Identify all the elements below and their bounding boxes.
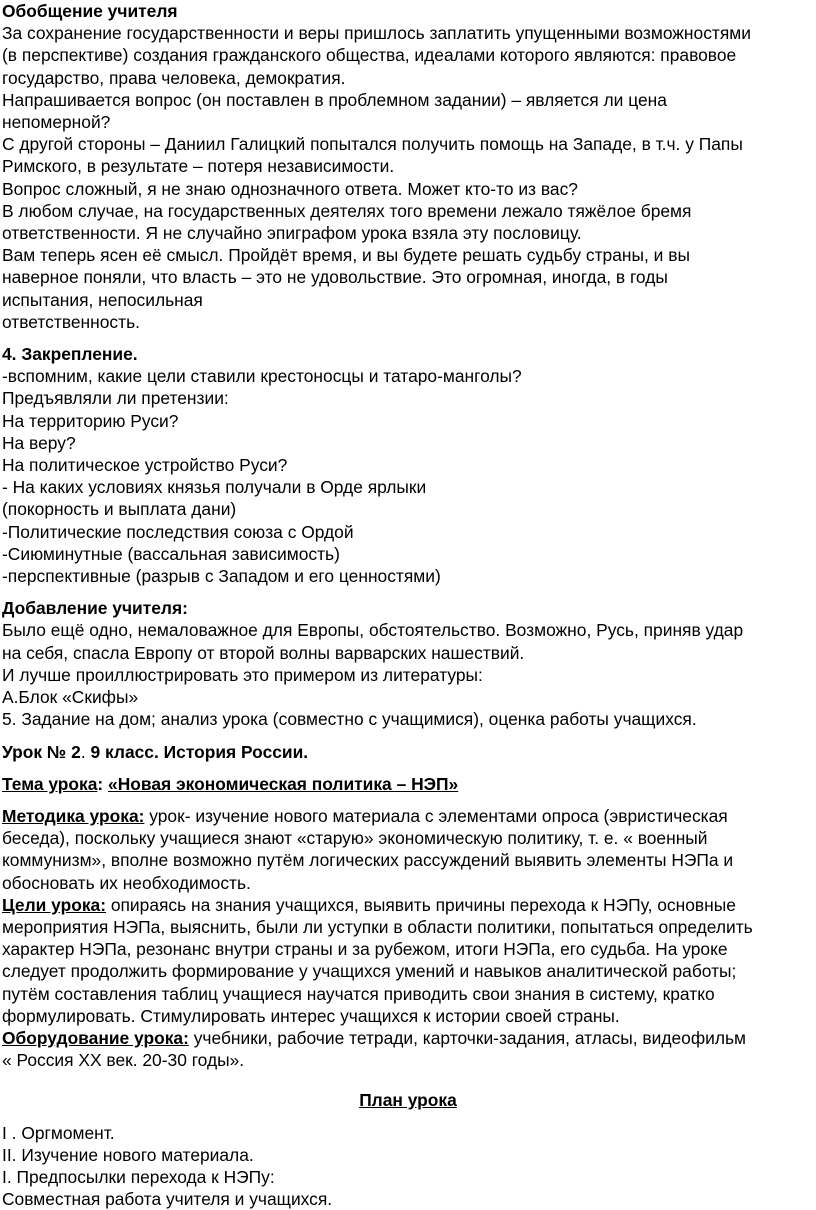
text-line: С другой стороны – Даниил Галицкий попытался получить помощь на Западе, в т.ч. у Папы xyxy=(2,134,743,155)
topic-colon: : xyxy=(97,773,109,794)
text-line: А.Блок «Скифы» xyxy=(2,687,139,708)
text-line: На веру? xyxy=(2,432,76,453)
text-line: непомерной? xyxy=(2,112,111,133)
text-line: Римского, в результате – потеря независимости. xyxy=(2,156,395,177)
plan-item: I. Предпосылки перехода к НЭПу: xyxy=(2,1166,275,1187)
text-line: На территорию Руси? xyxy=(2,410,179,431)
text-line: Было ещё одно, немаловажное для Европы, обстоятельство. Возможно, Русь, приняв удар xyxy=(2,620,744,641)
equipment-text: учебники, рабочие тетради, карточки-задания, атласы, видеофильм xyxy=(188,1027,747,1048)
text-line: наверное поняли, что власть – это не удовольствие. Это огромная, иногда, в годы xyxy=(2,267,668,288)
teacher-summary-text xyxy=(2,22,814,333)
text-line: беседа), поскольку учащиеся знают «старую» экономическую политику, т. е. « военный xyxy=(2,828,708,849)
text-line: ответственность. xyxy=(2,311,140,332)
lesson-topic xyxy=(2,773,814,795)
method-text: урок- изучение нового материала с элементами опроса (эвристическая xyxy=(144,805,728,826)
lesson-title-separator: . xyxy=(80,741,91,762)
topic-value: «Новая экономическая политика – НЭП» xyxy=(108,773,459,794)
text-line: (в перспективе) создания гражданского общества, идеалами которого являются: правовое xyxy=(2,45,737,66)
equipment-label: Оборудование урока: xyxy=(2,1027,189,1048)
text-line: И лучше проиллюстрировать это примером из литературы: xyxy=(2,664,483,685)
text-line: (покорность и выплата дани) xyxy=(2,499,237,520)
goals-text: опираясь на знания учащихся, выявить причины перехода к НЭПу, основные xyxy=(106,894,736,915)
text-line: В любом случае, на государственных деятелях того времени лежало тяжёлое бремя xyxy=(2,200,692,221)
text-line: -Политические последствия союза с Ордой xyxy=(2,521,354,542)
text-line: Вопрос сложный, я не знаю однозначного ответа. Может кто-то из вас? xyxy=(2,178,578,199)
section-heading-teacher-addition: Добавление учителя: xyxy=(2,598,188,619)
text-line: - На каких условиях князья получали в Орде ярлыки xyxy=(2,477,427,498)
text-line: -перспективные (разрыв с Западом и его ценностями) xyxy=(2,566,441,587)
text-line: испытания, непосильная xyxy=(2,289,203,310)
text-line: -Сиюминутные (вассальная зависимость) xyxy=(2,543,340,564)
text-line: характер НЭПа, резонанс внутри страны и за рубежом, итоги НЭПа, его судьба. На уроке xyxy=(2,939,728,960)
text-line: ответственности. Я не случайно эпиграфом урока взяла эту пословицу. xyxy=(2,223,582,244)
text-line: обосновать их необходимость. xyxy=(2,872,251,893)
text-line: -вспомним, какие цели ставили крестоносцы и татаро-манголы? xyxy=(2,366,522,387)
topic-label: Тема урока xyxy=(2,773,98,794)
plan-list xyxy=(2,1122,814,1210)
text-line: Напрашивается вопрос (он поставлен в проблемном задании) – является ли цена xyxy=(2,89,667,110)
text-line: На политическое устройство Руси? xyxy=(2,455,288,476)
text-line: государство, права человека, демократия. xyxy=(2,67,346,88)
lesson-class-subject: 9 класс. История России. xyxy=(90,741,309,762)
section-heading-consolidation: 4. Закрепление. xyxy=(2,344,138,365)
method-label: Методика урока: xyxy=(2,805,145,826)
lesson-method xyxy=(2,805,814,894)
text-line: мероприятия НЭПа, выяснить, были ли уступки в области политики, попытаться определить xyxy=(2,916,753,937)
goals-label: Цели урока: xyxy=(2,894,107,915)
plan-item: I . Оргмомент. xyxy=(2,1122,115,1143)
text-line: « Россия ХХ век. 20-30 годы». xyxy=(2,1050,245,1071)
section-heading-teacher-summary: Обобщение учителя xyxy=(2,1,178,21)
consolidation-text xyxy=(2,365,814,587)
text-line: путём составления таблиц учащиеся научатся приводить свои знания в систему, кратко xyxy=(2,983,715,1004)
text-line: Предъявляли ли претензии: xyxy=(2,388,229,409)
lesson-number: Урок № 2 xyxy=(2,741,81,762)
text-line: За сохранение государственности и веры пришлось заплатить упущенными возможностями xyxy=(2,23,751,44)
plan-heading: План урока xyxy=(359,1090,457,1111)
text-line: формулировать. Стимулировать интерес учащихся к истории своей страны. xyxy=(2,1005,620,1026)
text-line: 5. Задание на дом; анализ урока (совместно с учащимися), оценка работы учащихся. xyxy=(2,709,697,730)
plan-item: Совместная работа учителя и учащихся. xyxy=(2,1189,333,1210)
text-line: Вам теперь ясен её смысл. Пройдёт время, и вы будете решать судьбу страны, и вы xyxy=(2,245,690,266)
text-line: на себя, спасла Европу от второй волны варварских нашествий. xyxy=(2,642,525,663)
text-line: коммунизм», вполне возможно путём логических рассуждений выявить элементы НЭПа и xyxy=(2,850,734,871)
lesson-equipment xyxy=(2,1027,814,1071)
text-line: следует продолжить формирование у учащихся умений и навыков аналитической работы; xyxy=(2,961,737,982)
teacher-addition-text xyxy=(2,619,814,730)
lesson-title xyxy=(2,741,814,763)
plan-item: II. Изучение нового материала. xyxy=(2,1144,254,1165)
lesson-goals xyxy=(2,894,814,1027)
